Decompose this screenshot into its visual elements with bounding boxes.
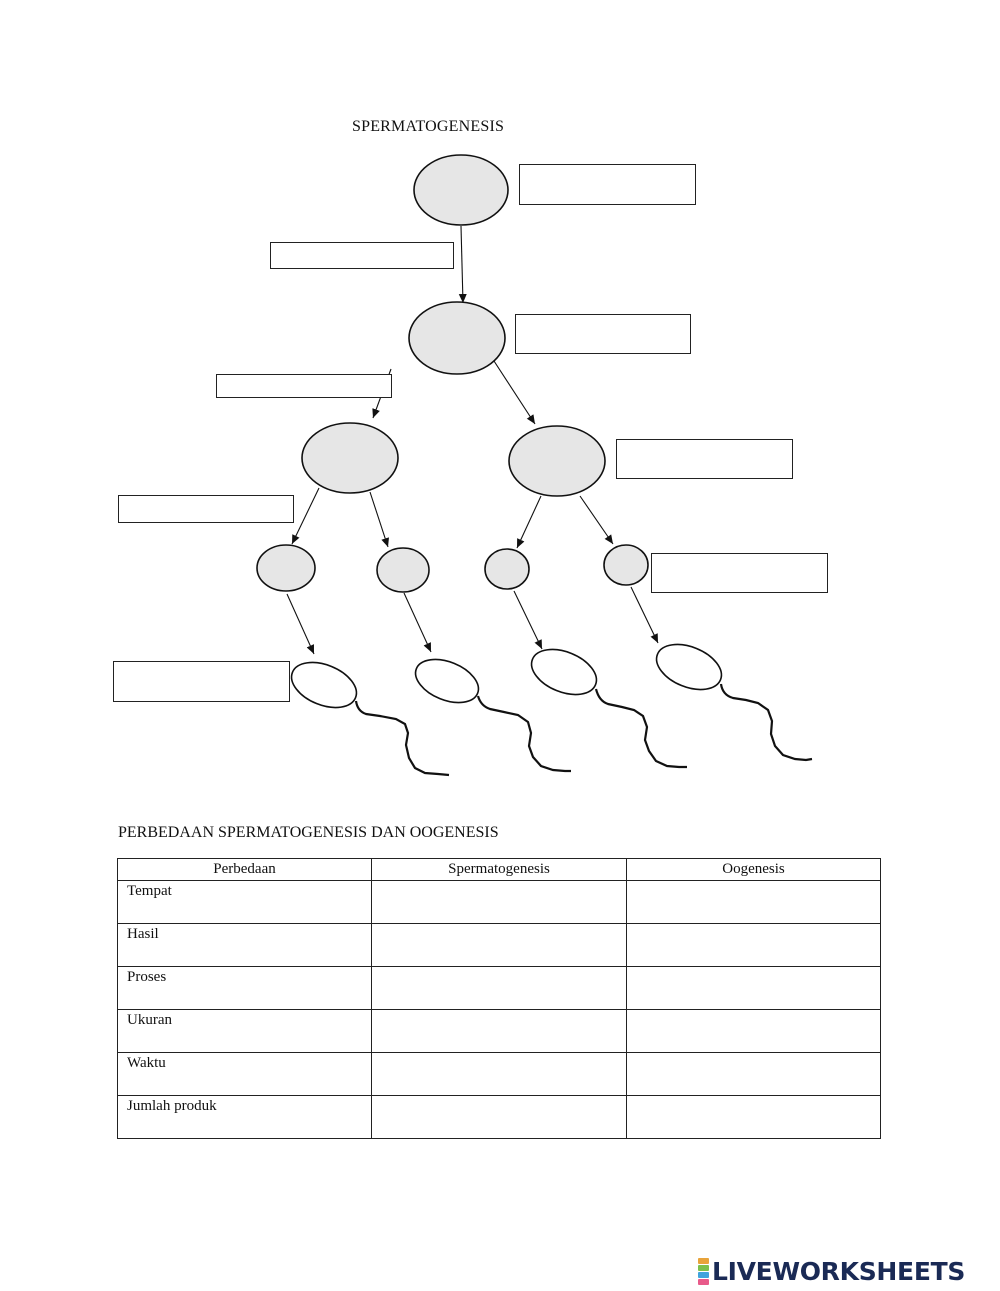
liveworksheets-logo[interactable] [698, 1256, 965, 1286]
cell-spermatogonium [414, 155, 508, 225]
header-oogenesis: Oogenesis [627, 859, 881, 881]
diagram-title: SPERMATOGENESIS [352, 118, 505, 135]
answer-cell-spermatogenesis[interactable] [372, 1010, 627, 1053]
arrow-9 [404, 593, 431, 652]
cell-primary-spermatocyte [409, 302, 505, 374]
answer-box-7[interactable] [651, 553, 828, 593]
answer-cell-spermatogenesis[interactable] [372, 1053, 627, 1096]
arrow-8 [287, 594, 314, 654]
table-row [118, 1096, 881, 1139]
logo-block [698, 1258, 709, 1264]
answer-box-3[interactable] [515, 314, 691, 354]
arrow-7 [580, 496, 613, 544]
cell-spermatid-3 [485, 549, 529, 589]
cell-spermatid-4 [604, 545, 648, 585]
row-label: Tempat [118, 881, 372, 924]
answer-box-6[interactable] [118, 495, 294, 523]
row-label: Proses [118, 967, 372, 1010]
cell-secondary-spermatocyte-left [302, 423, 398, 493]
sperm-4 [650, 636, 812, 760]
answer-box-8[interactable] [113, 661, 290, 702]
arrow-6 [517, 496, 541, 548]
row-label: Ukuran [118, 1010, 372, 1053]
comparison-title: PERBEDAAN SPERMATOGENESIS DAN OOGENESIS [118, 824, 499, 841]
answer-cell-oogenesis[interactable] [627, 1096, 881, 1139]
answer-cell-oogenesis[interactable] [627, 1053, 881, 1096]
arrow-5 [370, 492, 388, 547]
arrow-4 [292, 488, 319, 544]
table-row [118, 1010, 881, 1053]
answer-cell-oogenesis[interactable] [627, 924, 881, 967]
arrow-1 [461, 226, 463, 303]
answer-cell-oogenesis[interactable] [627, 967, 881, 1010]
table-row [118, 967, 881, 1010]
header-spermatogenesis: Spermatogenesis [372, 859, 627, 881]
arrow-3 [494, 361, 535, 424]
comparison-table [117, 858, 881, 1139]
answer-cell-oogenesis[interactable] [627, 1010, 881, 1053]
table-row [118, 1053, 881, 1096]
sperm-2 [409, 651, 571, 771]
answer-cell-oogenesis[interactable] [627, 881, 881, 924]
row-label: Waktu [118, 1053, 372, 1096]
row-label: Hasil [118, 924, 372, 967]
cell-spermatid-2 [377, 548, 429, 592]
arrow-11 [631, 587, 658, 643]
header-perbedaan: Perbedaan [118, 859, 372, 881]
cell-secondary-spermatocyte-right [509, 426, 605, 496]
sperm-3 [525, 641, 687, 767]
answer-cell-spermatogenesis[interactable] [372, 1096, 627, 1139]
answer-cell-spermatogenesis[interactable] [372, 967, 627, 1010]
logo-block [698, 1265, 709, 1271]
table-header-row [118, 859, 881, 881]
logo-blocks-icon [698, 1258, 709, 1285]
table-row [118, 924, 881, 967]
logo-block [698, 1272, 709, 1278]
answer-box-1[interactable] [519, 164, 696, 205]
answer-cell-spermatogenesis[interactable] [372, 881, 627, 924]
answer-box-5[interactable] [616, 439, 793, 479]
answer-box-4[interactable] [216, 374, 392, 398]
table-row [118, 881, 881, 924]
logo-block [698, 1279, 709, 1285]
logo-text: LIVEWORKSHEETS [712, 1256, 966, 1286]
sperm-1 [285, 654, 449, 775]
answer-cell-spermatogenesis[interactable] [372, 924, 627, 967]
arrow-10 [514, 591, 542, 649]
cell-spermatid-1 [257, 545, 315, 591]
answer-box-2[interactable] [270, 242, 454, 269]
row-label: Jumlah produk [118, 1096, 372, 1139]
